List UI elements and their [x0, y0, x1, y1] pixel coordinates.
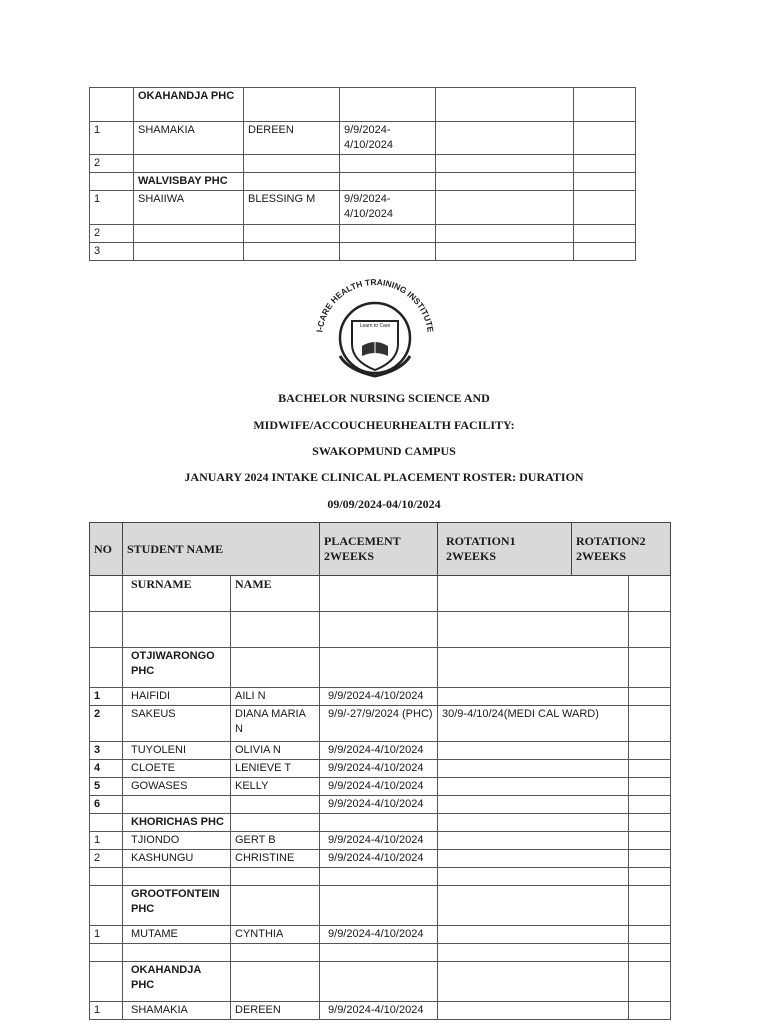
facility-row [90, 648, 671, 688]
row-number [90, 88, 134, 122]
rotation1-cell [436, 173, 574, 191]
surname-cell: MUTAME [123, 926, 231, 944]
rotation1-cell [436, 88, 574, 122]
surname-cell: TUYOLENI [123, 742, 231, 760]
surname-cell [123, 868, 231, 886]
name-cell: OLIVIA N [231, 742, 320, 760]
rotation1-cell [436, 122, 574, 155]
rotation1-cell [438, 612, 629, 648]
subheader-surname: SURNAME [123, 576, 231, 612]
placement-cell [320, 886, 438, 926]
facility-row [90, 886, 671, 926]
placement-cell: 9/9/2024-4/10/2024 [320, 832, 438, 850]
subheader-rotation1 [438, 576, 629, 612]
rotation1-cell [436, 191, 574, 225]
placement-cell: 9/9/2024-4/10/2024 [320, 1002, 438, 1020]
surname-cell: HAIFIDI [123, 688, 231, 706]
placement-cell: 9/9/2024-4/10/2024 [320, 778, 438, 796]
institute-logo [300, 266, 450, 386]
table-row [90, 243, 636, 261]
rotation1-cell [436, 225, 574, 243]
rotation2-cell [574, 225, 636, 243]
rotation2-cell [629, 612, 671, 648]
name-cell: LENIEVE T [231, 760, 320, 778]
placement-cell: 9/9/2024-4/10/2024 [320, 926, 438, 944]
header-rotation2: ROTATION2 2WEEKS [572, 523, 671, 576]
subheader-no [90, 576, 123, 612]
rotation1-cell [438, 850, 629, 868]
table-row [90, 832, 671, 850]
name-cell [244, 225, 340, 243]
surname-cell [134, 225, 244, 243]
row-number: 3 [90, 243, 134, 261]
row-number [90, 886, 123, 926]
facility-name: OTJIWARONGO PHC [123, 648, 231, 688]
placement-cell [340, 155, 436, 173]
name-cell: CHRISTINE [231, 850, 320, 868]
facility-row [90, 962, 671, 1002]
heading-line-1: BACHELOR NURSING SCIENCE AND [278, 391, 490, 405]
placement-cell [320, 814, 438, 832]
rotation1-cell [438, 1002, 629, 1020]
name-cell [244, 88, 340, 122]
rotation2-cell [574, 88, 636, 122]
header-no: NO [90, 523, 123, 576]
rotation2-cell [629, 832, 671, 850]
row-number: 3 [90, 742, 123, 760]
top-roster-table [89, 87, 636, 261]
rotation1-cell [438, 688, 629, 706]
header-rotation1: ROTATION1 2WEEKS [438, 523, 572, 576]
table-row [90, 122, 636, 155]
placement-cell: 9/9/2024-4/10/2024 [340, 191, 436, 225]
placement-cell: 9/9/2024-4/10/2024 [320, 688, 438, 706]
row-number [90, 868, 123, 886]
surname-cell [123, 612, 231, 648]
rotation2-cell [629, 1002, 671, 1020]
placement-cell [320, 612, 438, 648]
surname-cell: TJIONDO [123, 832, 231, 850]
rotation2-cell [629, 868, 671, 886]
table-row [90, 850, 671, 868]
rotation1-cell [438, 868, 629, 886]
rotation1-cell [438, 832, 629, 850]
facility-name: OKAHANDJA PHC [134, 88, 244, 122]
rotation1-cell [438, 742, 629, 760]
rotation2-cell [629, 742, 671, 760]
rotation2-cell [629, 778, 671, 796]
rotation1-cell [436, 243, 574, 261]
row-number: 1 [90, 191, 134, 225]
name-cell [231, 886, 320, 926]
placement-cell [320, 648, 438, 688]
rotation2-cell [629, 814, 671, 832]
placement-cell [320, 962, 438, 1002]
rotation2-cell [629, 850, 671, 868]
row-number [90, 962, 123, 1002]
table-row [90, 944, 671, 962]
name-cell [231, 648, 320, 688]
facility-row [90, 88, 636, 122]
placement-cell [340, 88, 436, 122]
rotation1-cell [438, 886, 629, 926]
name-cell [244, 155, 340, 173]
row-number [90, 173, 134, 191]
header-placement: PLACEMENT 2WEEKS [320, 523, 438, 576]
rotation1-cell [438, 778, 629, 796]
name-cell [231, 962, 320, 1002]
name-cell: DIANA MARIA N [231, 706, 320, 742]
heading-line-5: 09/09/2024-04/10/2024 [327, 497, 441, 511]
facility-name: KHORICHAS PHC [123, 814, 231, 832]
rotation1-cell [436, 155, 574, 173]
surname-cell: SAKEUS [123, 706, 231, 742]
row-number [90, 612, 123, 648]
row-number: 1 [90, 688, 123, 706]
rotation1-cell: 30/9-4/10/24(MEDI CAL WARD) [438, 706, 629, 742]
rotation2-cell [629, 944, 671, 962]
rotation2-cell [574, 191, 636, 225]
row-number: 1 [90, 122, 134, 155]
name-cell: KELLY [231, 778, 320, 796]
placement-cell: 9/9/2024-4/10/2024 [320, 850, 438, 868]
name-cell [231, 814, 320, 832]
name-cell: AILI N [231, 688, 320, 706]
row-number [90, 648, 123, 688]
logo-ring [340, 303, 410, 373]
surname-cell: KASHUNGU [123, 850, 231, 868]
rotation2-cell [574, 122, 636, 155]
rotation2-cell [629, 962, 671, 1002]
surname-cell: CLOETE [123, 760, 231, 778]
surname-cell [134, 243, 244, 261]
top-roster-body [90, 88, 636, 261]
facility-row [90, 173, 636, 191]
name-cell: BLESSING M [244, 191, 340, 225]
rotation2-cell [574, 173, 636, 191]
surname-cell: SHAMAKIA [123, 1002, 231, 1020]
row-number: 2 [90, 706, 123, 742]
table-row [90, 612, 671, 648]
row-number: 1 [90, 926, 123, 944]
placement-cell [340, 173, 436, 191]
subheader-placement [320, 576, 438, 612]
name-cell: GERT B [231, 832, 320, 850]
rotation1-cell [438, 944, 629, 962]
table-row [90, 155, 636, 173]
main-roster-body [90, 523, 671, 1020]
main-roster-table [89, 522, 671, 1020]
name-cell: DEREEN [231, 1002, 320, 1020]
rotation2-cell [629, 796, 671, 814]
row-number: 4 [90, 760, 123, 778]
row-number: 5 [90, 778, 123, 796]
table-row [90, 191, 636, 225]
table-row [90, 1002, 671, 1020]
surname-cell: SHAMAKIA [134, 122, 244, 155]
table-row [90, 688, 671, 706]
name-cell [244, 243, 340, 261]
row-number: 1 [90, 1002, 123, 1020]
rotation1-cell [438, 962, 629, 1002]
row-number [90, 814, 123, 832]
rotation2-cell [629, 886, 671, 926]
rotation1-cell [438, 814, 629, 832]
subheader-rotation2 [629, 576, 671, 612]
row-number: 2 [90, 850, 123, 868]
facility-name: WALVISBAY PHC [134, 173, 244, 191]
row-number: 2 [90, 225, 134, 243]
name-cell [231, 868, 320, 886]
placement-cell [320, 944, 438, 962]
placement-cell: 9/9/2024-4/10/2024 [340, 122, 436, 155]
placement-cell [340, 225, 436, 243]
rotation1-cell [438, 648, 629, 688]
header-student-name: STUDENT NAME [123, 523, 320, 576]
rotation2-cell [629, 706, 671, 742]
rotation2-cell [574, 155, 636, 173]
name-cell: DEREEN [244, 122, 340, 155]
surname-cell [134, 155, 244, 173]
placement-cell: 9/9/-27/9/2024 (PHC) [320, 706, 438, 742]
table-row [90, 778, 671, 796]
rotation2-cell [629, 648, 671, 688]
heading-line-3: SWAKOPMUND CAMPUS [312, 444, 456, 458]
heading-line-2: MIDWIFE/ACCOUCHEURHEALTH FACILITY: [253, 418, 515, 432]
logo-arc-text: I-CARE HEALTH TRAINING INSTITUTE [314, 276, 436, 333]
facility-name: GROOTFONTEIN PHC [123, 886, 231, 926]
placement-cell [320, 868, 438, 886]
table-row [90, 706, 671, 742]
placement-cell: 9/9/2024-4/10/2024 [320, 742, 438, 760]
rotation2-cell [629, 688, 671, 706]
name-cell: CYNTHIA [231, 926, 320, 944]
surname-cell: GOWASES [123, 778, 231, 796]
table-row [90, 926, 671, 944]
rotation2-cell [629, 760, 671, 778]
row-number: 2 [90, 155, 134, 173]
subheader-name: NAME [231, 576, 320, 612]
row-number: 1 [90, 832, 123, 850]
header-row [90, 523, 671, 576]
name-cell [231, 612, 320, 648]
logo-motto: Learn to Care [359, 323, 391, 329]
table-row [90, 868, 671, 886]
facility-row [90, 814, 671, 832]
name-cell [231, 944, 320, 962]
row-number: 6 [90, 796, 123, 814]
subheader-row [90, 576, 671, 612]
row-number [90, 944, 123, 962]
rotation2-cell [629, 926, 671, 944]
facility-name: OKAHANDJA PHC [123, 962, 231, 1002]
surname-cell: SHAIIWA [134, 191, 244, 225]
table-row [90, 225, 636, 243]
name-cell [231, 796, 320, 814]
table-row [90, 796, 671, 814]
surname-cell [123, 796, 231, 814]
rotation1-cell [438, 926, 629, 944]
placement-cell: 9/9/2024-4/10/2024 [320, 796, 438, 814]
name-cell [244, 173, 340, 191]
rotation1-cell [438, 796, 629, 814]
placement-cell [340, 243, 436, 261]
surname-cell [123, 944, 231, 962]
rotation1-cell [438, 760, 629, 778]
placement-cell: 9/9/2024-4/10/2024 [320, 760, 438, 778]
table-row [90, 742, 671, 760]
heading-line-4: JANUARY 2024 INTAKE CLINICAL PLACEMENT ROSTER: DURATION [184, 470, 584, 484]
rotation2-cell [574, 243, 636, 261]
table-row [90, 760, 671, 778]
